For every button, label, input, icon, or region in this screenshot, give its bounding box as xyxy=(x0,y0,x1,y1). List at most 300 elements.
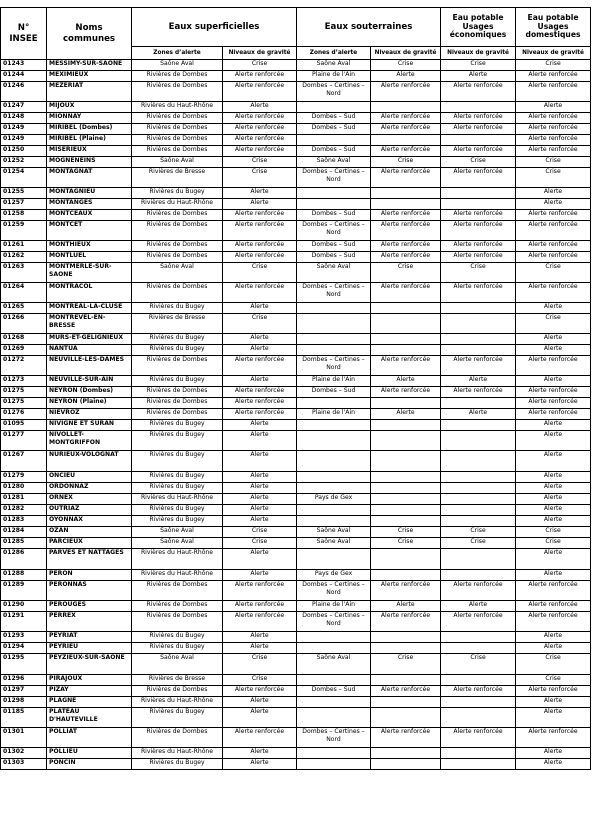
table-row xyxy=(1,199,591,210)
surface-zone: Rivières du Bugey xyxy=(132,632,223,643)
surface-level: Alerte renforcée xyxy=(223,409,297,420)
table-row xyxy=(1,697,591,708)
surface-zone: Saône Aval xyxy=(132,654,223,675)
potable-dom-level: Crise xyxy=(516,538,591,549)
surface-zone: Rivières du Bugey xyxy=(132,376,223,387)
surface-level: Alerte xyxy=(223,102,297,113)
table-row xyxy=(1,654,591,675)
insee-code: 01246 xyxy=(1,82,47,102)
commune-name: MIONNAY xyxy=(47,113,132,124)
ground-zone xyxy=(297,632,371,643)
insee-code: 01267 xyxy=(1,451,47,472)
potable-eco-level: Alerte renforcée xyxy=(441,728,516,748)
potable-dom-level: Alerte renforcée xyxy=(516,124,591,135)
insee-code: 01283 xyxy=(1,516,47,527)
ground-zone xyxy=(297,697,371,708)
potable-eco-level xyxy=(441,708,516,728)
surface-zone: Rivières de Dombes xyxy=(132,146,223,157)
surface-zone: Rivières de Dombes xyxy=(132,135,223,146)
insee-code: 01254 xyxy=(1,168,47,188)
ground-level xyxy=(371,135,441,146)
commune-name: OUTRIAZ xyxy=(47,505,132,516)
surface-zone: Rivières de Dombes xyxy=(132,728,223,748)
surface-zone: Rivières de Dombes xyxy=(132,71,223,82)
insee-code: 01294 xyxy=(1,643,47,654)
commune-name: MONTCEAUX xyxy=(47,210,132,221)
insee-code: 01243 xyxy=(1,60,47,71)
potable-eco-level: Alerte renforcée xyxy=(441,210,516,221)
commune-name: MEZERIAT xyxy=(47,82,132,102)
potable-dom-level: Alerte xyxy=(516,708,591,728)
commune-name: MONTANGES xyxy=(47,199,132,210)
potable-eco-level xyxy=(441,345,516,356)
ground-level: Crise xyxy=(371,263,441,283)
table-row xyxy=(1,376,591,387)
ground-level: Alerte renforcée xyxy=(371,283,441,303)
surface-level: Alerte xyxy=(223,199,297,210)
insee-code: 01297 xyxy=(1,686,47,697)
potable-dom-level: Alerte renforcée xyxy=(516,601,591,612)
ground-zone: Plaine de l'Ain xyxy=(297,71,371,82)
insee-code: 01258 xyxy=(1,210,47,221)
potable-eco-level: Alerte renforcée xyxy=(441,252,516,263)
surface-level: Alerte renforcée xyxy=(223,398,297,409)
ground-level xyxy=(371,314,441,334)
insee-code: 01266 xyxy=(1,314,47,334)
insee-code: 01275 xyxy=(1,387,47,398)
ground-zone: Saône Aval xyxy=(297,538,371,549)
surface-level: Alerte xyxy=(223,334,297,345)
potable-dom-level: Alerte renforcée xyxy=(516,398,591,409)
ground-zone xyxy=(297,472,371,483)
table-row xyxy=(1,356,591,376)
commune-name: MIRIBEL (Plaine) xyxy=(47,135,132,146)
insee-code: 01272 xyxy=(1,356,47,376)
commune-name: PEROUGES xyxy=(47,601,132,612)
potable-eco-level: Alerte renforcée xyxy=(441,124,516,135)
commune-name: OZAN xyxy=(47,527,132,538)
table-row xyxy=(1,221,591,241)
ground-level xyxy=(371,759,441,770)
surface-level: Crise xyxy=(223,60,297,71)
insee-code: 01249 xyxy=(1,124,47,135)
table-row xyxy=(1,612,591,632)
table-row xyxy=(1,345,591,356)
potable-dom-level: Alerte renforcée xyxy=(516,71,591,82)
ground-zone xyxy=(297,643,371,654)
ground-zone: Dombes – Sud xyxy=(297,124,371,135)
table-row xyxy=(1,82,591,102)
ground-level: Alerte renforcée xyxy=(371,728,441,748)
insee-code: 01277 xyxy=(1,431,47,451)
surface-zone: Rivières du Bugey xyxy=(132,431,223,451)
ground-level: Alerte renforcée xyxy=(371,124,441,135)
potable-eco-level: Alerte xyxy=(441,601,516,612)
surface-level: Alerte renforcée xyxy=(223,728,297,748)
insee-code: 01257 xyxy=(1,199,47,210)
surface-zone: Saône Aval xyxy=(132,60,223,71)
commune-name: PARCIEUX xyxy=(47,538,132,549)
potable-eco-level xyxy=(441,188,516,199)
commune-name: ORDONNAZ xyxy=(47,483,132,494)
ground-level xyxy=(371,398,441,409)
surface-level: Alerte renforcée xyxy=(223,82,297,102)
potable-dom-level: Alerte renforcée xyxy=(516,581,591,601)
table-row xyxy=(1,387,591,398)
table-row xyxy=(1,210,591,221)
table-row xyxy=(1,643,591,654)
surface-zone: Rivières du Bugey xyxy=(132,759,223,770)
surface-level: Alerte renforcée xyxy=(223,581,297,601)
table-row xyxy=(1,748,591,759)
surface-level: Alerte xyxy=(223,505,297,516)
surface-level: Alerte xyxy=(223,431,297,451)
surface-level: Alerte xyxy=(223,697,297,708)
surface-level: Alerte xyxy=(223,420,297,431)
commune-name: PARVES ET NATTAGES xyxy=(47,549,132,570)
commune-name: MONTAGNAT xyxy=(47,168,132,188)
commune-name: PERREX xyxy=(47,612,132,632)
potable-dom-level: Alerte xyxy=(516,102,591,113)
surface-level: Alerte renforcée xyxy=(223,135,297,146)
ground-zone xyxy=(297,431,371,451)
header-eau-potable-domestiques: Eau potable Usages domestiques xyxy=(516,8,591,47)
insee-code: 01298 xyxy=(1,697,47,708)
potable-eco-level: Crise xyxy=(441,538,516,549)
potable-dom-level: Alerte renforcée xyxy=(516,252,591,263)
surface-level: Alerte xyxy=(223,376,297,387)
surface-level: Alerte xyxy=(223,570,297,581)
surface-zone: Rivières de Bresse xyxy=(132,314,223,334)
surface-zone: Rivières du Bugey xyxy=(132,451,223,472)
ground-level: Crise xyxy=(371,538,441,549)
surface-zone: Rivières de Dombes xyxy=(132,210,223,221)
commune-name: PEYZIEUX-SUR-SAONE xyxy=(47,654,132,675)
table-row xyxy=(1,303,591,314)
potable-eco-level xyxy=(441,451,516,472)
ground-level xyxy=(371,643,441,654)
potable-eco-level: Alerte renforcée xyxy=(441,356,516,376)
surface-zone: Rivières du Bugey xyxy=(132,334,223,345)
ground-level xyxy=(371,708,441,728)
potable-eco-level: Alerte xyxy=(441,376,516,387)
surface-zone: Rivières du Haut-Rhône xyxy=(132,549,223,570)
commune-name: PONCIN xyxy=(47,759,132,770)
potable-dom-level: Alerte renforcée xyxy=(516,113,591,124)
commune-name: MONTLUEL xyxy=(47,252,132,263)
potable-dom-level: Alerte xyxy=(516,303,591,314)
ground-level: Alerte renforcée xyxy=(371,113,441,124)
surface-zone: Rivières de Dombes xyxy=(132,398,223,409)
ground-zone xyxy=(297,334,371,345)
potable-dom-level: Alerte renforcée xyxy=(516,221,591,241)
potable-dom-level: Crise xyxy=(516,654,591,675)
commune-name: MONTRACOL xyxy=(47,283,132,303)
surface-zone: Saône Aval xyxy=(132,527,223,538)
insee-code: 01252 xyxy=(1,157,47,168)
commune-name: POLLIEU xyxy=(47,748,132,759)
surface-zone: Rivières de Dombes xyxy=(132,221,223,241)
ground-level xyxy=(371,516,441,527)
potable-eco-level xyxy=(441,472,516,483)
potable-dom-level: Alerte renforcée xyxy=(516,146,591,157)
ground-zone: Saône Aval xyxy=(297,157,371,168)
surface-level: Alerte renforcée xyxy=(223,356,297,376)
ground-zone: Pays de Gex xyxy=(297,570,371,581)
subheader-dom-niveaux: Niveaux de gravité xyxy=(516,47,591,60)
ground-level xyxy=(371,199,441,210)
potable-dom-level: Alerte xyxy=(516,199,591,210)
ground-zone: Dombes – Sud xyxy=(297,686,371,697)
ground-zone xyxy=(297,398,371,409)
surface-zone: Saône Aval xyxy=(132,157,223,168)
surface-level: Alerte renforcée xyxy=(223,686,297,697)
ground-level: Alerte renforcée xyxy=(371,686,441,697)
potable-eco-level xyxy=(441,494,516,505)
ground-level: Alerte renforcée xyxy=(371,581,441,601)
header-eaux-souterraines: Eaux souterraines xyxy=(297,8,441,47)
surface-zone: Rivières du Bugey xyxy=(132,483,223,494)
potable-eco-level: Crise xyxy=(441,527,516,538)
surface-zone: Rivières du Haut-Rhône xyxy=(132,199,223,210)
surface-level: Alerte xyxy=(223,472,297,483)
ground-zone: Dombes – Certines – Nord xyxy=(297,581,371,601)
potable-eco-level xyxy=(441,643,516,654)
ground-level xyxy=(371,483,441,494)
commune-name: MONTMERLE-SUR-SAONE xyxy=(47,263,132,283)
surface-level: Alerte renforcée xyxy=(223,146,297,157)
table-row xyxy=(1,252,591,263)
ground-zone: Dombes – Sud xyxy=(297,113,371,124)
header-insee: N° INSEE xyxy=(1,8,47,60)
insee-code: 01290 xyxy=(1,601,47,612)
surface-level: Crise xyxy=(223,538,297,549)
table-row xyxy=(1,188,591,199)
subheader-sout-niveaux: Niveaux de gravité xyxy=(371,47,441,60)
surface-zone: Rivières du Bugey xyxy=(132,505,223,516)
ground-level: Alerte xyxy=(371,409,441,420)
commune-name: NIEVROZ xyxy=(47,409,132,420)
commune-name: PEYRIEU xyxy=(47,643,132,654)
potable-dom-level: Alerte xyxy=(516,376,591,387)
ground-zone xyxy=(297,549,371,570)
potable-eco-level xyxy=(441,199,516,210)
surface-level: Alerte xyxy=(223,303,297,314)
ground-level xyxy=(371,345,441,356)
ground-level xyxy=(371,748,441,759)
insee-code: 01250 xyxy=(1,146,47,157)
ground-zone xyxy=(297,135,371,146)
ground-zone xyxy=(297,314,371,334)
commune-name: PEYRIAT xyxy=(47,632,132,643)
insee-code: 01259 xyxy=(1,221,47,241)
potable-eco-level: Crise xyxy=(441,263,516,283)
potable-eco-level: Alerte renforcée xyxy=(441,241,516,252)
potable-eco-level: Alerte renforcée xyxy=(441,82,516,102)
table-row xyxy=(1,581,591,601)
ground-zone xyxy=(297,516,371,527)
table-row xyxy=(1,527,591,538)
potable-eco-level xyxy=(441,303,516,314)
ground-level: Alerte renforcée xyxy=(371,356,441,376)
surface-zone: Rivières du Haut-Rhône xyxy=(132,102,223,113)
potable-eco-level xyxy=(441,697,516,708)
potable-dom-level: Alerte renforcée xyxy=(516,728,591,748)
ground-level xyxy=(371,570,441,581)
surface-level: Alerte renforcée xyxy=(223,241,297,252)
potable-dom-level: Alerte xyxy=(516,748,591,759)
surface-zone: Rivières de Dombes xyxy=(132,387,223,398)
surface-zone: Rivières de Dombes xyxy=(132,601,223,612)
ground-zone xyxy=(297,675,371,686)
potable-eco-level: Alerte renforcée xyxy=(441,221,516,241)
potable-dom-level: Alerte xyxy=(516,516,591,527)
potable-dom-level: Alerte xyxy=(516,472,591,483)
potable-eco-level: Alerte renforcée xyxy=(441,168,516,188)
table-row xyxy=(1,570,591,581)
insee-code: 01286 xyxy=(1,549,47,570)
insee-code: 01262 xyxy=(1,252,47,263)
insee-code: 01280 xyxy=(1,483,47,494)
surface-zone: Rivières de Bresse xyxy=(132,675,223,686)
table-row xyxy=(1,398,591,409)
potable-dom-level: Alerte renforcée xyxy=(516,210,591,221)
potable-eco-level: Alerte renforcée xyxy=(441,146,516,157)
surface-level: Alerte xyxy=(223,708,297,728)
ground-zone: Dombes – Sud xyxy=(297,210,371,221)
surface-level: Alerte renforcée xyxy=(223,71,297,82)
potable-eco-level xyxy=(441,632,516,643)
insee-code: 01289 xyxy=(1,581,47,601)
potable-dom-level: Crise xyxy=(516,527,591,538)
table-row xyxy=(1,632,591,643)
potable-dom-level: Crise xyxy=(516,168,591,188)
commune-name: MESSIMY-SUR-SAONE xyxy=(47,60,132,71)
potable-dom-level: Alerte xyxy=(516,494,591,505)
insee-code: 01185 xyxy=(1,708,47,728)
commune-name: POLLIAT xyxy=(47,728,132,748)
commune-name: MEXIMIEUX xyxy=(47,71,132,82)
potable-dom-level: Alerte renforcée xyxy=(516,387,591,398)
surface-level: Alerte renforcée xyxy=(223,601,297,612)
table-row xyxy=(1,334,591,345)
table-row xyxy=(1,263,591,283)
potable-dom-level: Alerte renforcée xyxy=(516,409,591,420)
ground-level: Alerte xyxy=(371,601,441,612)
ground-level: Alerte renforcée xyxy=(371,168,441,188)
potable-dom-level: Alerte renforcée xyxy=(516,82,591,102)
potable-dom-level: Alerte renforcée xyxy=(516,686,591,697)
table-row xyxy=(1,675,591,686)
commune-name: MONTAGNIEU xyxy=(47,188,132,199)
table-row xyxy=(1,494,591,505)
insee-code: 01302 xyxy=(1,748,47,759)
potable-eco-level xyxy=(441,675,516,686)
surface-zone: Rivières de Dombes xyxy=(132,113,223,124)
ground-level xyxy=(371,188,441,199)
ground-zone: Saône Aval xyxy=(297,60,371,71)
potable-eco-level xyxy=(441,314,516,334)
surface-level: Alerte xyxy=(223,759,297,770)
insee-code: 01273 xyxy=(1,376,47,387)
potable-dom-level: Alerte xyxy=(516,451,591,472)
potable-dom-level: Alerte xyxy=(516,334,591,345)
surface-level: Alerte xyxy=(223,748,297,759)
potable-eco-level: Alerte xyxy=(441,409,516,420)
potable-eco-level xyxy=(441,759,516,770)
ground-zone xyxy=(297,420,371,431)
ground-zone xyxy=(297,505,371,516)
ground-level: Alerte renforcée xyxy=(371,210,441,221)
commune-name: PLATEAU D'HAUTEVILLE xyxy=(47,708,132,728)
potable-eco-level xyxy=(441,483,516,494)
surface-zone: Rivières de Dombes xyxy=(132,252,223,263)
potable-eco-level: Alerte renforcée xyxy=(441,113,516,124)
surface-level: Alerte xyxy=(223,549,297,570)
ground-zone: Saône Aval xyxy=(297,527,371,538)
potable-eco-level xyxy=(441,516,516,527)
ground-zone: Plaine de l'Ain xyxy=(297,376,371,387)
table-row xyxy=(1,60,591,71)
potable-eco-level: Alerte renforcée xyxy=(441,581,516,601)
surface-level: Alerte xyxy=(223,345,297,356)
surface-zone: Rivières du Bugey xyxy=(132,188,223,199)
ground-level: Alerte renforcée xyxy=(371,146,441,157)
ground-zone: Dombes – Sud xyxy=(297,146,371,157)
potable-eco-level: Alerte renforcée xyxy=(441,387,516,398)
potable-dom-level: Alerte renforcée xyxy=(516,135,591,146)
potable-eco-level xyxy=(441,420,516,431)
potable-eco-level xyxy=(441,398,516,409)
table-row xyxy=(1,451,591,472)
table-row xyxy=(1,241,591,252)
commune-name: MONTHIEUX xyxy=(47,241,132,252)
surface-level: Alerte xyxy=(223,494,297,505)
ground-zone xyxy=(297,188,371,199)
surface-zone: Rivières de Dombes xyxy=(132,612,223,632)
ground-zone xyxy=(297,303,371,314)
potable-eco-level: Crise xyxy=(441,60,516,71)
table-row xyxy=(1,483,591,494)
commune-name: NURIEUX-VOLOGNAT xyxy=(47,451,132,472)
table-row xyxy=(1,759,591,770)
ground-zone: Dombes – Certines – Nord xyxy=(297,612,371,632)
potable-eco-level: Crise xyxy=(441,157,516,168)
insee-code: 01269 xyxy=(1,345,47,356)
surface-zone: Rivières du Bugey xyxy=(132,516,223,527)
table-row xyxy=(1,516,591,527)
surface-level: Alerte xyxy=(223,632,297,643)
ground-level xyxy=(371,334,441,345)
insee-code: 01263 xyxy=(1,263,47,283)
commune-name: NEUVILLE-SUR-AIN xyxy=(47,376,132,387)
ground-level xyxy=(371,431,441,451)
ground-level xyxy=(371,472,441,483)
ground-zone: Dombes – Certines – Nord xyxy=(297,168,371,188)
surface-zone: Rivières de Dombes xyxy=(132,409,223,420)
potable-dom-level: Alerte xyxy=(516,697,591,708)
commune-name: PLAGNE xyxy=(47,697,132,708)
surface-level: Crise xyxy=(223,168,297,188)
commune-name: PERONNAS xyxy=(47,581,132,601)
ground-level: Alerte renforcée xyxy=(371,221,441,241)
insee-code: 01293 xyxy=(1,632,47,643)
table-row xyxy=(1,113,591,124)
ground-level xyxy=(371,102,441,113)
insee-code: 01275 xyxy=(1,398,47,409)
table-row xyxy=(1,102,591,113)
potable-dom-level: Crise xyxy=(516,60,591,71)
